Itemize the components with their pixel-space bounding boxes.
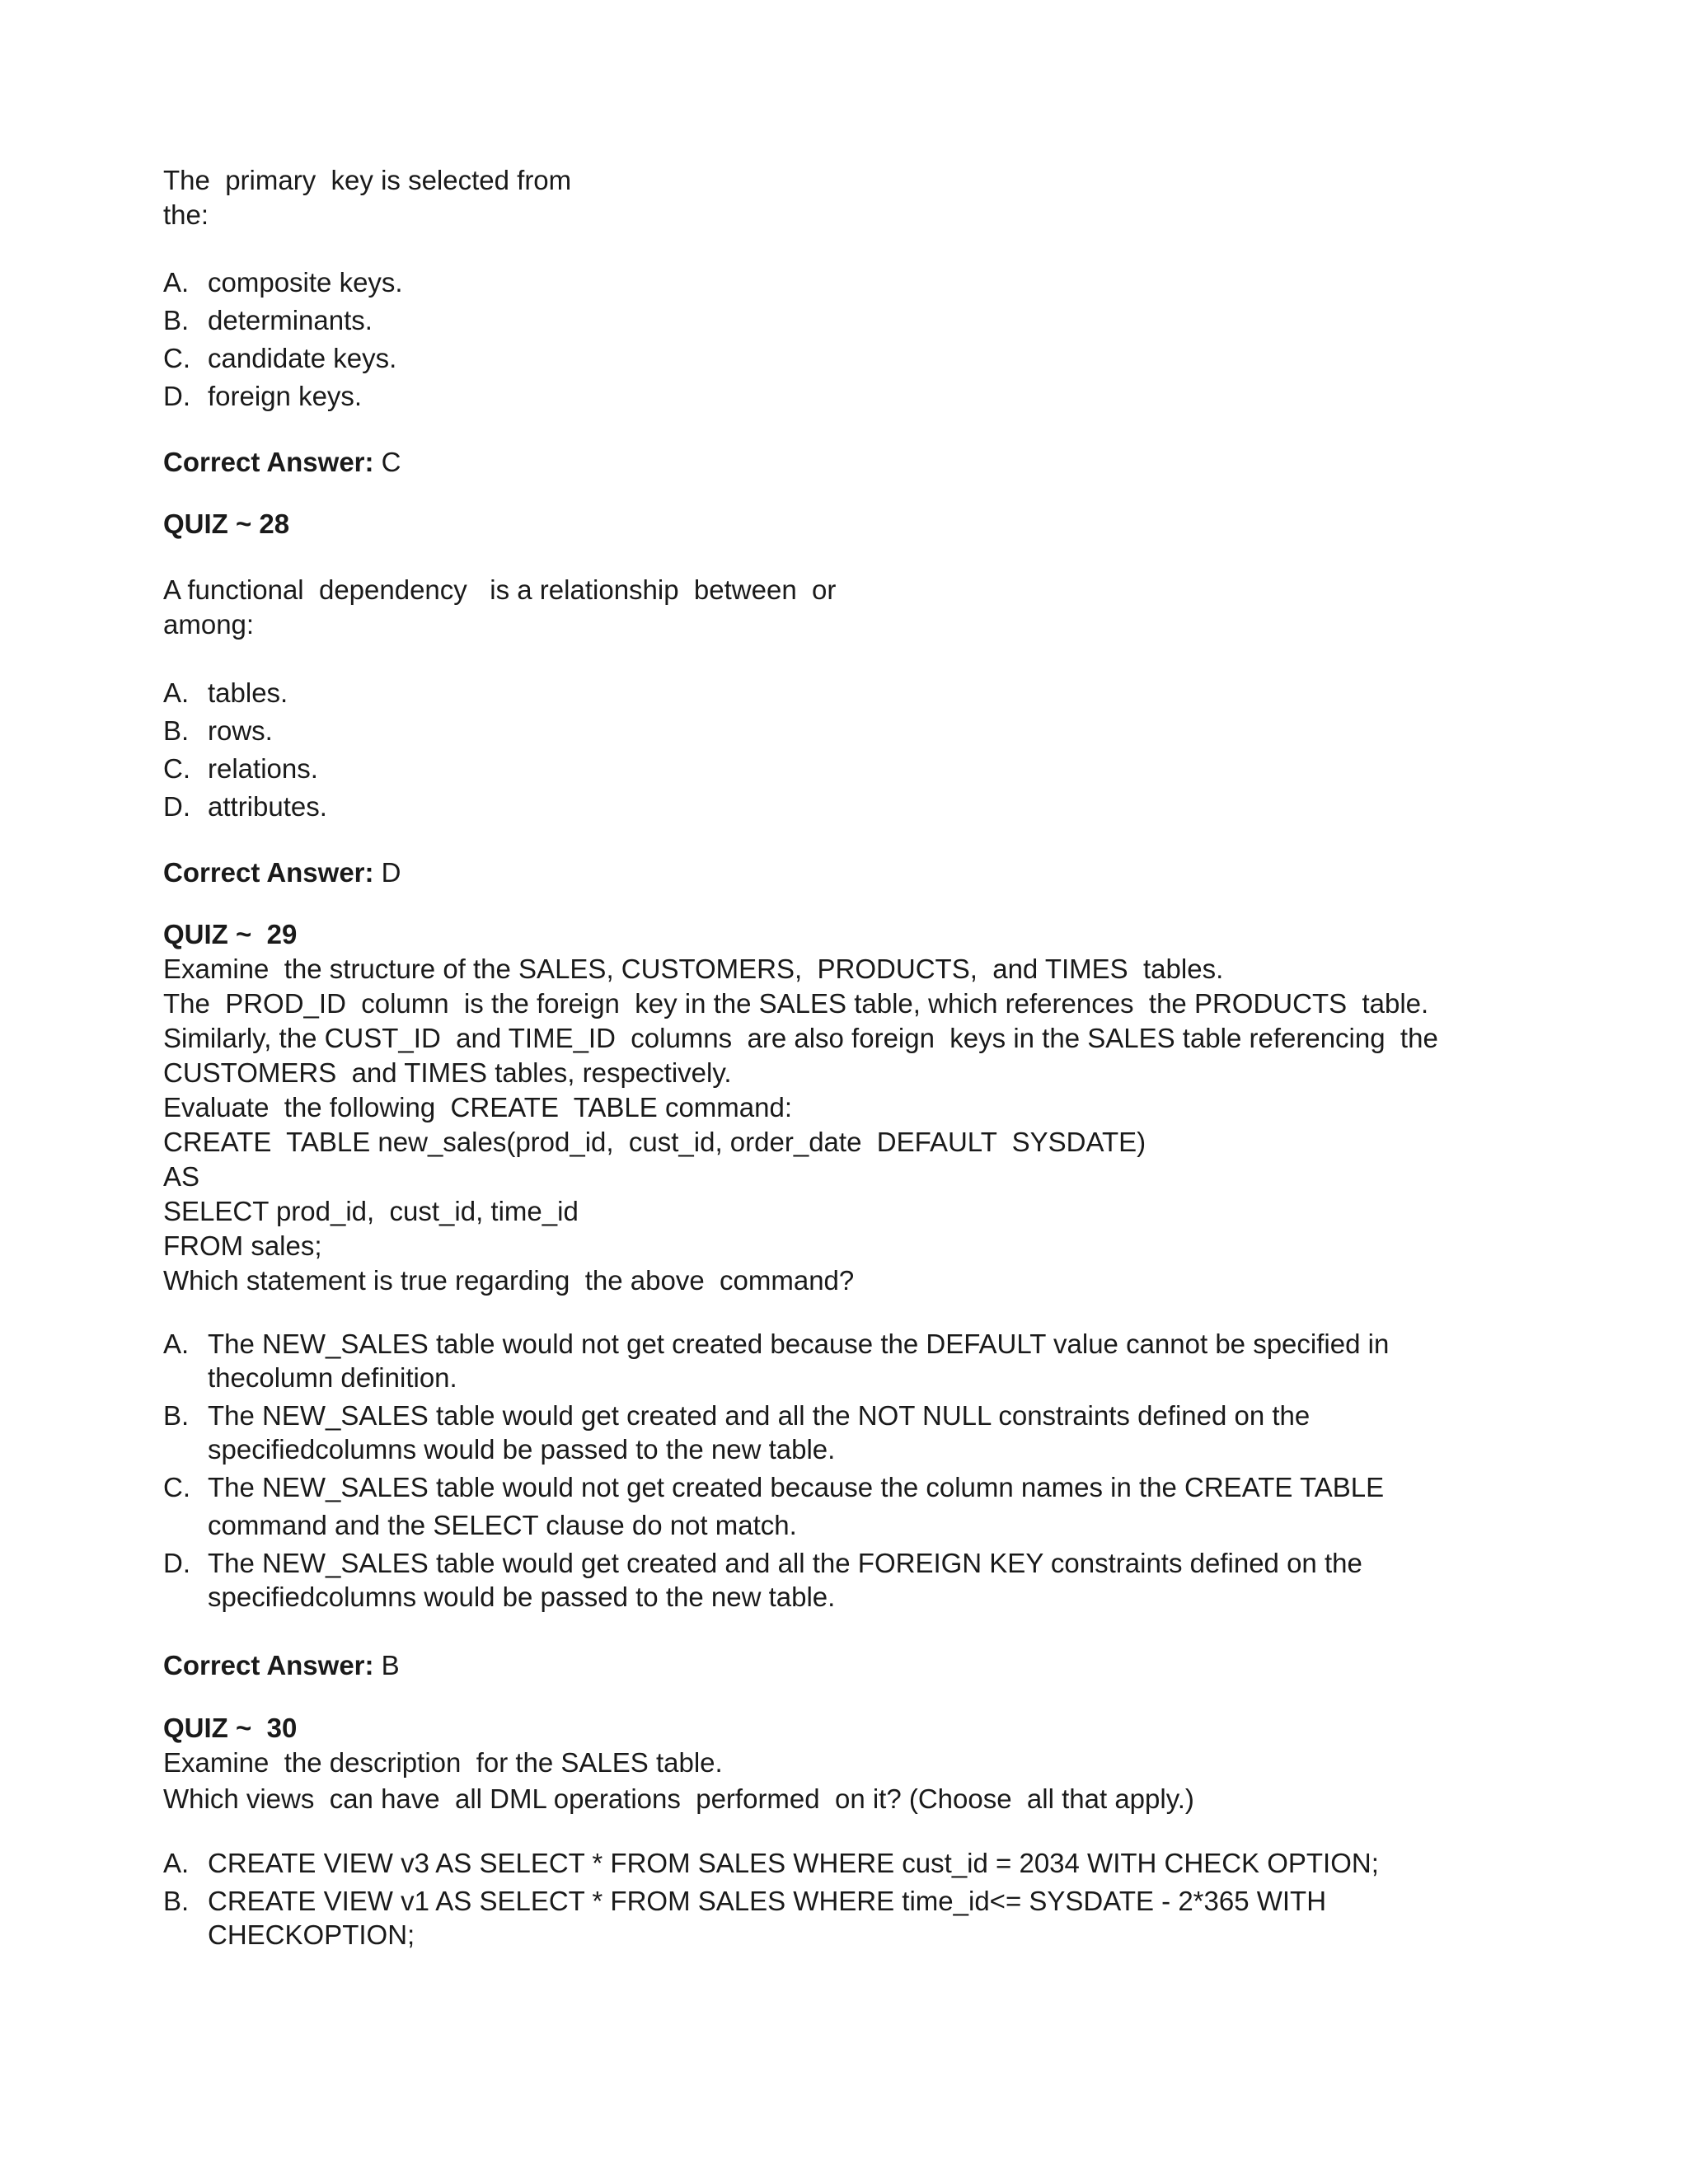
option-text: rows. [208,715,273,746]
q29-body-line: The PROD_ID column is the foreign key in the SALES table, which references the PRODUCTS table. [163,988,1429,1019]
option-text: foreign keys. [208,381,363,411]
q27-question [163,163,571,232]
q29-body-line: CREATE TABLE new_sales(prod_id, cust_id, order_date DEFAULT SYSDATE) [163,1127,1146,1157]
option-text: composite keys. [208,267,403,298]
q27-question-line-1: The primary key is selected from [163,165,572,195]
q28-correct-answer [163,855,401,890]
q30-block [163,1711,1194,1816]
q29-block [163,917,1438,1298]
option-text-line-1: The NEW_SALES table would not get created because the column names in the CREATE TABLE [208,1472,1385,1502]
option-text-line-1: The NEW_SALES table would get created and all the NOT NULL constraints defined on the [208,1400,1311,1431]
option-letter: C. [163,1472,190,1502]
q29-body-line: AS [163,1161,200,1192]
q29-correct-answer [163,1648,400,1683]
q27-option-a [163,264,403,302]
correct-answer-value: B [373,1650,400,1680]
option-letter: A. [163,677,190,708]
q29-option-c [163,1470,1389,1542]
option-text-line-1: The NEW_SALES table would get created and all the FOREIGN KEY constraints defined on the [208,1548,1362,1578]
option-letter: C. [163,343,190,373]
option-text-line-1: The NEW_SALES table would not get created because the DEFAULT value cannot be specified in [208,1329,1390,1359]
option-letter: A. [163,1848,190,1878]
q30-body-line: Examine the description for the SALES table. [163,1747,723,1778]
correct-answer-value: C [373,447,401,477]
option-letter: D. [163,1548,190,1578]
q28-heading: QUIZ ~ 28 [163,509,290,539]
q28-option-d [163,788,327,826]
q29-body-line: Similarly, the CUST_ID and TIME_ID columns are also foreign keys in the SALES table referencing the [163,1023,1438,1053]
option-letter: D. [163,791,190,822]
correct-answer-label: Correct Answer: [163,1650,374,1680]
q30-option-a [163,1846,1379,1880]
option-letter: D. [163,381,190,411]
q27-options [163,264,403,415]
q27-option-b [163,302,403,340]
option-text: determinants. [208,305,373,335]
q27-correct-answer [163,445,401,480]
option-text-line-2: command and the SELECT clause do not match. [208,1510,797,1540]
q29-body-line: Examine the structure of the SALES, CUSTOMERS, PRODUCTS, and TIMES tables. [163,954,1224,984]
q30-options [163,1846,1379,1952]
option-text: tables. [208,677,288,708]
option-text-line-2: specifiedcolumns would be passed to the new table. [208,1434,836,1465]
q30-option-b [163,1884,1379,1952]
correct-answer-value: D [373,857,401,888]
option-letter: B. [163,305,190,335]
q27-question-line-2: the: [163,199,209,230]
q29-body-line: SELECT prod_id, cust_id, time_id [163,1196,579,1226]
q28-option-b [163,712,327,750]
q28-question-line-1: A functional dependency is a relationship between or [163,574,837,605]
option-text-line-2: CHECKOPTION; [208,1919,415,1950]
option-text-line-2: specifiedcolumns would be passed to the new table. [208,1582,836,1612]
correct-answer-label: Correct Answer: [163,447,374,477]
correct-answer-label: Correct Answer: [163,857,374,888]
q29-body-line: FROM sales; [163,1230,322,1261]
option-text: candidate keys. [208,343,397,373]
q29-option-a [163,1327,1389,1394]
option-letter: B. [163,715,190,746]
option-text-line-1: CREATE VIEW v1 AS SELECT * FROM SALES WHERE time_id<= SYSDATE - 2*365 WITH [208,1886,1327,1916]
q28-option-a [163,674,327,712]
option-letter: A. [163,1329,190,1359]
q28-option-c [163,750,327,788]
q30-body-line: Which views can have all DML operations performed on it? (Choose all that apply.) [163,1783,1194,1814]
option-text: relations. [208,753,318,784]
option-letter: B. [163,1886,190,1916]
q29-options [163,1327,1389,1614]
q29-body-line: Evaluate the following CREATE TABLE command: [163,1092,793,1122]
option-letter: A. [163,267,190,298]
q30-heading: QUIZ ~ 30 [163,1713,298,1743]
q29-option-b [163,1399,1389,1466]
q28-options [163,674,327,826]
q27-option-d [163,377,403,415]
q28-question-line-2: among: [163,609,255,640]
q29-body-line: CUSTOMERS and TIMES tables, respectively. [163,1057,732,1088]
option-text: CREATE VIEW v3 AS SELECT * FROM SALES WHERE cust_id = 2034 WITH CHECK OPTION; [208,1848,1379,1878]
option-letter: B. [163,1400,190,1431]
q28-question [163,573,836,642]
option-text: attributes. [208,791,327,822]
option-letter: C. [163,753,190,784]
q29-option-d [163,1546,1389,1614]
option-text-line-2: thecolumn definition. [208,1362,457,1393]
q27-option-c [163,340,403,377]
q29-body-line: Which statement is true regarding the above command? [163,1265,855,1296]
q29-heading: QUIZ ~ 29 [163,919,298,949]
